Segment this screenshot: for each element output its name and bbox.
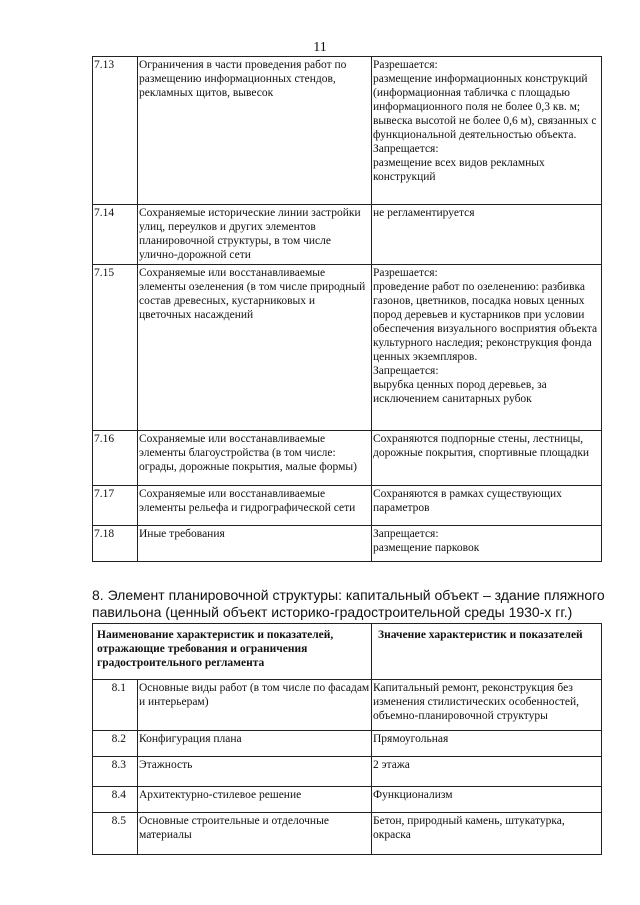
row-name: Конфигурация плана bbox=[138, 731, 372, 757]
table-row bbox=[93, 486, 602, 526]
table-row bbox=[93, 813, 602, 855]
row-number: 8.2 bbox=[93, 731, 138, 757]
row-value: Функционализм bbox=[372, 787, 602, 813]
row-name: Основные строительные и отделочные материалы bbox=[138, 813, 372, 855]
row-value: Бетон, природный камень, штукатурка, окраска bbox=[372, 813, 602, 855]
row-value: Сохраняются подпорные стены, лестницы, дорожные покрытия, спортивные площадки bbox=[372, 431, 602, 486]
page-number: 11 bbox=[313, 40, 327, 55]
row-number: 7.14 bbox=[93, 205, 138, 265]
table-row bbox=[93, 787, 602, 813]
row-value: Прямоугольная bbox=[372, 731, 602, 757]
row-number: 8.3 bbox=[93, 757, 138, 787]
row-name: Сохраняемые или восстанавливаемые элементы благоустройства (в том числе: ограды, дорожные покрытия, малые формы) bbox=[138, 431, 372, 486]
row-number: 7.13 bbox=[93, 57, 138, 205]
row-value: Разрешается: проведение работ по озеленению: разбивка газонов, цветников, посадка новых ценных пород деревьев и кустарников при условии обеспечения визуального восприятия объекта культурного наследия; реконструкция фонда ценных экземпляров. Запрещается: вырубка ценных пород деревьев, за исключением санитарных рубок bbox=[372, 265, 602, 431]
header-values: Значение характеристик и показателей bbox=[372, 624, 602, 680]
row-number: 7.15 bbox=[93, 265, 138, 431]
header-characteristics: Наименование характеристик и показателей, отражающие требования и ограничения градостроительного регламента bbox=[93, 624, 372, 680]
row-name: Ограничения в части проведения работ по размещению информационных стендов, рекламных щитов, вывесок bbox=[138, 57, 372, 205]
row-name: Иные требования bbox=[138, 526, 372, 562]
regulations-table-8 bbox=[92, 623, 602, 855]
row-number: 7.16 bbox=[93, 431, 138, 486]
table-row bbox=[93, 757, 602, 787]
table-row bbox=[93, 205, 602, 265]
regulations-table-7 bbox=[92, 56, 602, 562]
table-row bbox=[93, 680, 602, 731]
table-header-row bbox=[93, 624, 602, 680]
row-number: 7.17 bbox=[93, 486, 138, 526]
row-name: Основные виды работ (в том числе по фасадам и интерьерам) bbox=[138, 680, 372, 731]
table-row bbox=[93, 526, 602, 562]
row-value: Запрещается: размещение парковок bbox=[372, 526, 602, 562]
row-value: не регламентируется bbox=[372, 205, 602, 265]
row-name: Сохраняемые исторические линии застройки улиц, переулков и других элементов планировочной структуры, в том числе улично-дорожной сети bbox=[138, 205, 372, 265]
row-number: 7.18 bbox=[93, 526, 138, 562]
row-number: 8.4 bbox=[93, 787, 138, 813]
row-number: 8.5 bbox=[93, 813, 138, 855]
row-value: Разрешается: размещение информационных конструкций (информационная табличка с площадью информационного поля не более 0,3 кв. м; вывеска высотой не более 0,6 м), связанных с функциональной деятельностью объекта. Запрещается: размещение всех видов рекламных конструкций bbox=[372, 57, 602, 205]
table-row bbox=[93, 431, 602, 486]
row-name: Сохраняемые или восстанавливаемые элементы рельефа и гидрографической сети bbox=[138, 486, 372, 526]
table-row bbox=[93, 57, 602, 205]
section-8-heading: 8. Элемент планировочной структуры: капитальный объект – здание пляжного павильона (ценный объект историко-градостроительной среды 1930-х гг.) bbox=[92, 587, 605, 620]
row-number: 8.1 bbox=[93, 680, 138, 731]
table-row bbox=[93, 731, 602, 757]
row-name: Архитектурно-стилевое решение bbox=[138, 787, 372, 813]
row-name: Этажность bbox=[138, 757, 372, 787]
row-value: 2 этажа bbox=[372, 757, 602, 787]
row-name: Сохраняемые или восстанавливаемые элементы озеленения (в том числе природный состав древесных, кустарниковых и цветочных насаждений bbox=[138, 265, 372, 431]
row-value: Сохраняются в рамках существующих параметров bbox=[372, 486, 602, 526]
table-row bbox=[93, 265, 602, 431]
row-value: Капитальный ремонт, реконструкция без изменения стилистических особенностей, объемно-планировочной структуры bbox=[372, 680, 602, 731]
